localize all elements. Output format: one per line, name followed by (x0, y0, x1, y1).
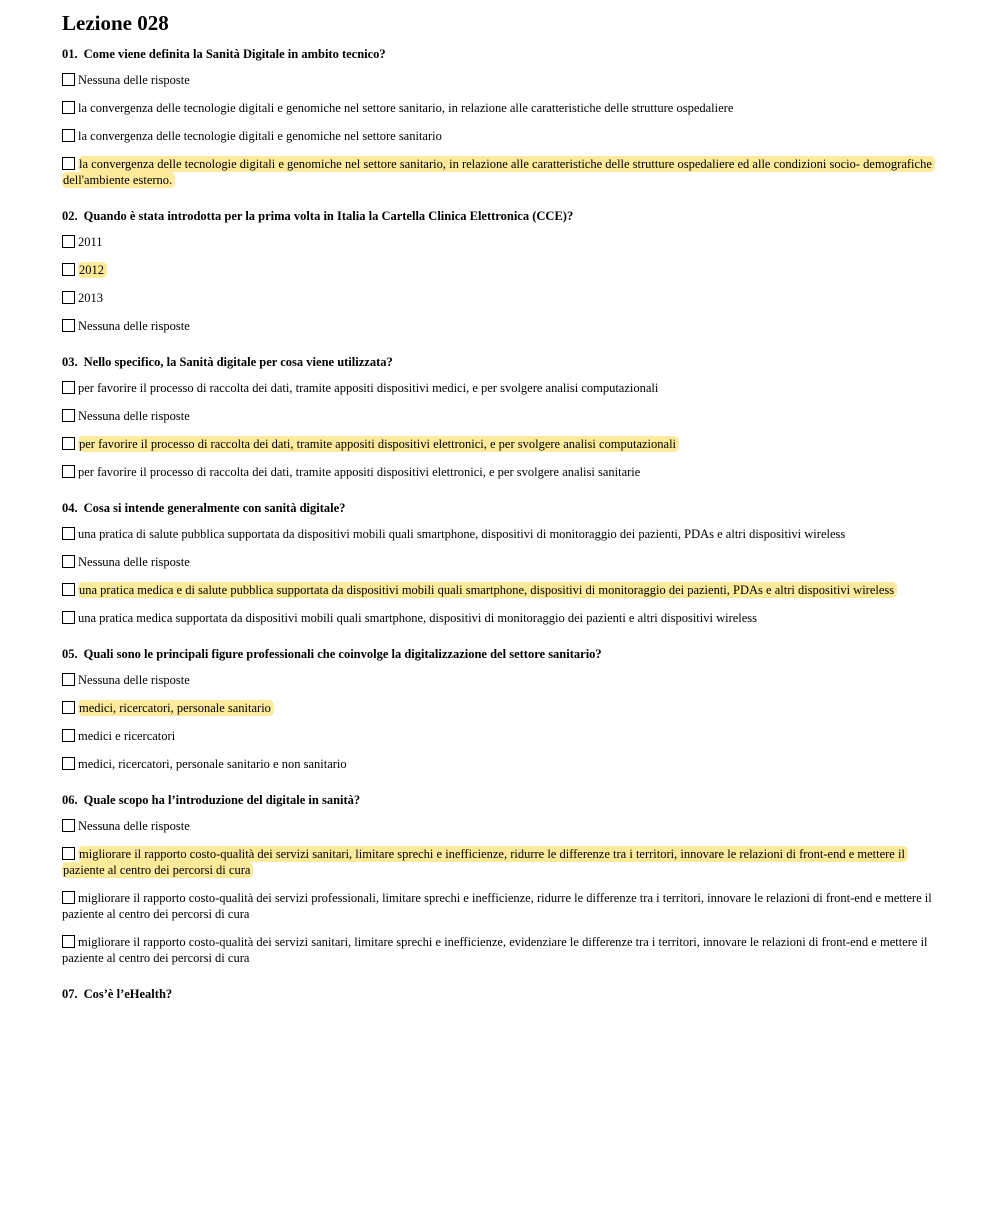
answer-checkbox[interactable] (62, 319, 75, 332)
answer-checkbox[interactable] (62, 701, 75, 714)
answer-text: migliorare il rapporto costo-qualità dei servizi sanitari, limitare sprechi e inefficienze, ridurre le differenze tra i territori, innovare le relazioni di front-end e mettere il paziente al centro dei percorsi di cura (62, 846, 908, 878)
question-block (62, 646, 942, 772)
answer-option-highlighted (62, 700, 942, 716)
answer-text: 2011 (78, 235, 103, 249)
answer-text: Nessuna delle risposte (78, 673, 190, 687)
question-text (62, 208, 942, 224)
answer-option (62, 464, 942, 480)
answer-checkbox[interactable] (62, 555, 75, 568)
answer-checkbox[interactable] (62, 583, 75, 596)
question-text (62, 986, 942, 1002)
question-number: 06. (62, 793, 78, 807)
answer-text: Nessuna delle risposte (78, 319, 190, 333)
question-block (62, 500, 942, 626)
answer-text: Nessuna delle risposte (78, 555, 190, 569)
answer-option (62, 318, 942, 334)
answer-text: per favorire il processo di raccolta dei dati, tramite appositi dispositivi elettronici, e per svolgere analisi sanitarie (78, 465, 641, 479)
answer-text: medici, ricercatori, personale sanitario e non sanitario (78, 757, 347, 771)
answer-text: per favorire il processo di raccolta dei dati, tramite appositi dispositivi medici, e per svolgere analisi computazionali (78, 381, 659, 395)
question-number: 03. (62, 355, 78, 369)
question-label: Quale scopo ha l’introduzione del digitale in sanità? (83, 793, 361, 807)
answer-option-highlighted (62, 436, 942, 452)
question-number: 07. (62, 987, 78, 1001)
answer-option (62, 934, 942, 966)
answer-text: 2013 (78, 291, 103, 305)
question-text (62, 46, 942, 62)
answer-checkbox[interactable] (62, 527, 75, 540)
answer-option-highlighted (62, 846, 942, 878)
answer-checkbox[interactable] (62, 157, 75, 170)
answer-text: Nessuna delle risposte (78, 819, 190, 833)
answer-checkbox[interactable] (62, 465, 75, 478)
answer-option (62, 72, 942, 88)
answer-checkbox[interactable] (62, 381, 75, 394)
question-block (62, 986, 942, 1002)
question-label: Nello specifico, la Sanità digitale per cosa viene utilizzata? (83, 355, 393, 369)
quiz-page (62, 10, 942, 1022)
question-label: Quali sono le principali figure professionali che coinvolge la digitalizzazione del settore sanitario? (83, 647, 602, 661)
answer-text: per favorire il processo di raccolta dei dati, tramite appositi dispositivi elettronici, e per svolgere analisi computazionali (78, 436, 679, 452)
answer-option (62, 290, 942, 306)
answer-text: Nessuna delle risposte (78, 409, 190, 423)
question-label: Come viene definita la Sanità Digitale in ambito tecnico? (83, 47, 386, 61)
answer-text: Nessuna delle risposte (78, 73, 190, 87)
question-text (62, 354, 942, 370)
answer-option (62, 672, 942, 688)
answer-checkbox[interactable] (62, 437, 75, 450)
question-block (62, 792, 942, 966)
answer-option (62, 380, 942, 396)
question-block (62, 208, 942, 334)
answer-text: migliorare il rapporto costo-qualità dei servizi sanitari, limitare sprechi e inefficienze, evidenziare le differenze tra i territori, innovare le relazioni di front-end e mettere il paziente al centro dei percorsi di cura (62, 935, 928, 965)
answer-option (62, 526, 942, 542)
question-number: 05. (62, 647, 78, 661)
answer-checkbox[interactable] (62, 891, 75, 904)
answer-text: medici, ricercatori, personale sanitario (78, 700, 274, 716)
answer-option (62, 128, 942, 144)
answer-checkbox[interactable] (62, 263, 75, 276)
question-text (62, 646, 942, 662)
question-label: Quando è stata introdotta per la prima volta in Italia la Cartella Clinica Elettronica (CCE)? (83, 209, 574, 223)
answer-checkbox[interactable] (62, 235, 75, 248)
answer-option (62, 234, 942, 250)
question-number: 01. (62, 47, 78, 61)
question-block (62, 46, 942, 188)
answer-option (62, 408, 942, 424)
answer-checkbox[interactable] (62, 819, 75, 832)
answer-text: migliorare il rapporto costo-qualità dei servizi professionali, limitare sprechi e inefficienze, ridurre le differenze tra i territori, innovare le relazioni di front-end e mettere il paziente al centro dei percorsi di cura (62, 891, 932, 921)
answer-text: 2012 (78, 262, 107, 278)
answer-checkbox[interactable] (62, 611, 75, 624)
answer-checkbox[interactable] (62, 847, 75, 860)
answer-checkbox[interactable] (62, 129, 75, 142)
page-title: Lezione 028 (62, 11, 169, 35)
answer-checkbox[interactable] (62, 291, 75, 304)
question-list (62, 46, 942, 1002)
question-number: 04. (62, 501, 78, 515)
answer-option-highlighted (62, 262, 942, 278)
answer-text: la convergenza delle tecnologie digitali e genomiche nel settore sanitario (78, 129, 442, 143)
answer-checkbox[interactable] (62, 757, 75, 770)
answer-option-highlighted (62, 582, 942, 598)
question-block (62, 354, 942, 480)
answer-text: una pratica medica supportata da dispositivi mobili quali smartphone, dispositivi di monitoraggio dei pazienti e altri dispositivi wireless (78, 611, 758, 625)
question-label: Cosa si intende generalmente con sanità digitale? (83, 501, 346, 515)
answer-text: la convergenza delle tecnologie digitali e genomiche nel settore sanitario, in relazione alle caratteristiche delle strutture ospedaliere ed alle condizioni socio- demografiche dell'ambiente esterno. (62, 156, 935, 188)
answer-option (62, 756, 942, 772)
answer-checkbox[interactable] (62, 409, 75, 422)
answer-text: la convergenza delle tecnologie digitali e genomiche nel settore sanitario, in relazione alle caratteristiche delle strutture ospedaliere (78, 101, 734, 115)
answer-option (62, 728, 942, 744)
question-text (62, 500, 942, 516)
answer-checkbox[interactable] (62, 101, 75, 114)
answer-option (62, 610, 942, 626)
question-text (62, 792, 942, 808)
answer-option (62, 554, 942, 570)
answer-text: una pratica di salute pubblica supportata da dispositivi mobili quali smartphone, dispositivi di monitoraggio dei pazienti, PDAs e altri dispositivi wireless (78, 527, 846, 541)
answer-checkbox[interactable] (62, 935, 75, 948)
question-number: 02. (62, 209, 78, 223)
answer-checkbox[interactable] (62, 729, 75, 742)
answer-option-highlighted (62, 156, 942, 188)
answer-checkbox[interactable] (62, 673, 75, 686)
answer-option (62, 890, 942, 922)
answer-option (62, 818, 942, 834)
answer-checkbox[interactable] (62, 73, 75, 86)
question-label: Cos’è l’eHealth? (83, 987, 173, 1001)
answer-text: una pratica medica e di salute pubblica supportata da dispositivi mobili quali smartphone, dispositivi di monitoraggio dei pazienti, PDAs e altri dispositivi wireless (78, 582, 897, 598)
answer-option (62, 100, 942, 116)
answer-text: medici e ricercatori (78, 729, 176, 743)
